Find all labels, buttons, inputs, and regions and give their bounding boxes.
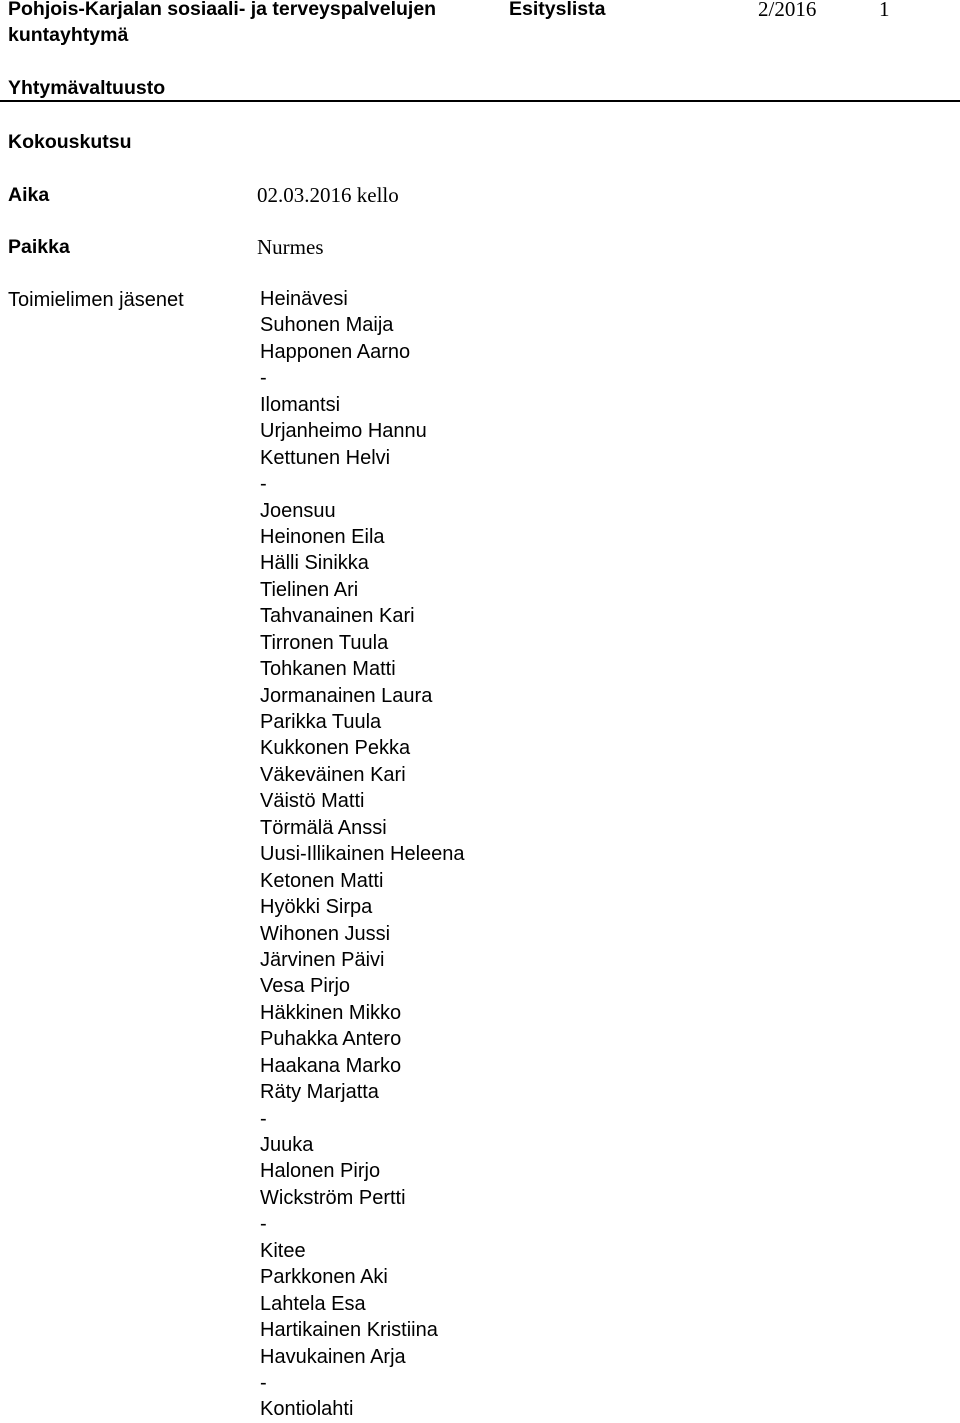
- place-value: Nurmes: [257, 235, 324, 259]
- list-item: -: [260, 1371, 267, 1394]
- list-item: Tohkanen Matti: [260, 658, 396, 681]
- list-item: Uusi-Illikainen Heleena: [260, 843, 465, 866]
- organization-name-line2: kuntayhtymä: [8, 24, 129, 46]
- list-item: Lahtela Esa: [260, 1292, 366, 1315]
- organization-name-line1: Pohjois-Karjalan sosiaali- ja terveyspalvelujen: [8, 0, 437, 20]
- list-item: Wihonen Jussi: [260, 922, 391, 945]
- list-item: Heinonen Eila: [260, 525, 385, 548]
- list-item: Ilomantsi: [260, 393, 341, 416]
- list-item: Heinävesi: [260, 288, 348, 310]
- list-item: Hälli Sinikka: [260, 552, 369, 575]
- list-item: Kitee: [260, 1239, 306, 1262]
- list-item: Räty Marjatta: [260, 1081, 379, 1104]
- list-item: Parkkonen Aki: [260, 1266, 388, 1289]
- body-name: Yhtymävaltuusto: [8, 77, 166, 99]
- list-item: Halonen Pirjo: [260, 1160, 381, 1183]
- list-item: Väkeväinen Kari: [260, 763, 406, 786]
- list-item: Järvinen Päivi: [260, 948, 385, 971]
- members-label: Toimielimen jäsenet: [8, 289, 184, 311]
- list-item: Ketonen Matti: [260, 869, 384, 892]
- list-item: Vesa Pirjo: [260, 975, 351, 998]
- list-item: Happonen Aarno: [260, 340, 411, 363]
- list-item: Suhonen Maija: [260, 314, 394, 337]
- list-item: Tahvanainen Kari: [260, 605, 415, 628]
- list-item: Puhakka Antero: [260, 1028, 402, 1051]
- members-list: [260, 286, 465, 1423]
- list-item: -: [260, 367, 267, 390]
- list-item: Kukkonen Pekka: [260, 737, 411, 760]
- list-item: -: [260, 473, 267, 496]
- list-item: Haakana Marko: [260, 1054, 402, 1077]
- time-label: Aika: [8, 184, 50, 206]
- list-item: Kontiolahti: [260, 1398, 354, 1421]
- list-item: Törmälä Anssi: [260, 816, 387, 839]
- time-value: 02.03.2016 kello: [257, 183, 399, 207]
- list-item: Häkkinen Mikko: [260, 1001, 402, 1024]
- list-item: -: [260, 1107, 267, 1130]
- list-item: Hartikainen Kristiina: [260, 1319, 438, 1342]
- list-item: Wickström Pertti: [260, 1186, 406, 1209]
- meeting-title: Kokouskutsu: [8, 131, 132, 153]
- place-label: Paikka: [8, 236, 70, 258]
- page-number: 1: [879, 0, 890, 21]
- list-item: -: [260, 1213, 267, 1236]
- header-divider: [0, 100, 960, 102]
- list-item: Jormanainen Laura: [260, 684, 433, 707]
- list-item: Kettunen Helvi: [260, 446, 391, 469]
- list-item: Urjanheimo Hannu: [260, 420, 427, 443]
- document-type: Esityslista: [509, 0, 606, 20]
- list-item: Tirronen Tuula: [260, 631, 389, 654]
- document-number: 2/2016: [758, 0, 817, 21]
- list-item: Hyökki Sirpa: [260, 896, 373, 919]
- list-item: Joensuu: [260, 499, 336, 522]
- list-item: Väistö Matti: [260, 790, 365, 813]
- list-item: Juuka: [260, 1134, 314, 1156]
- list-item: Havukainen Arja: [260, 1345, 406, 1368]
- list-item: Tielinen Ari: [260, 578, 359, 601]
- list-item: Parikka Tuula: [260, 711, 382, 733]
